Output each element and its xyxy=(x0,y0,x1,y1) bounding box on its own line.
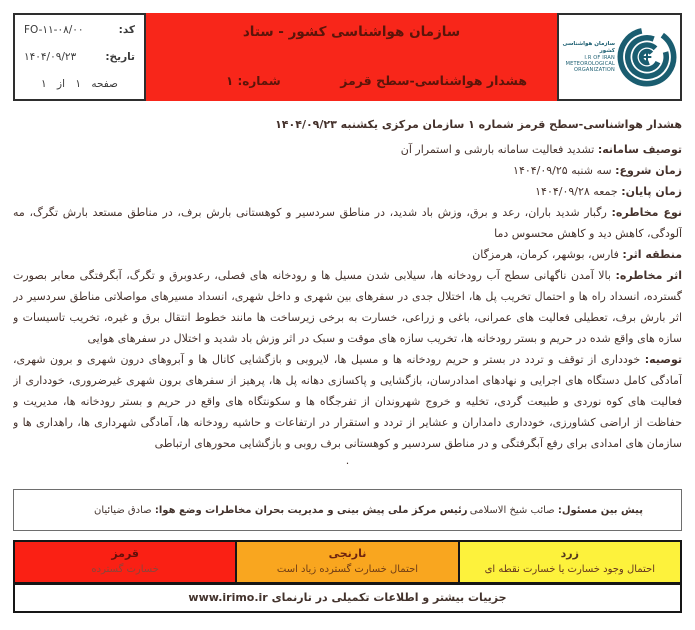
field-end-time xyxy=(13,181,682,202)
code-label: کد: xyxy=(118,24,135,36)
field-system-description-value: تشدید فعالیت سامانه بارشی و استمرار آن xyxy=(400,143,595,156)
field-recommendation-label: توصیه: xyxy=(644,353,682,366)
field-hazard-impact xyxy=(13,265,682,349)
trailing-period: . xyxy=(345,454,350,467)
field-recommendation-value: خودداری از توقف و تردد در بستر و حریم رودخانه ها و مسیل ها، لایروبی و بازگشایی کانال ها و آبروهای درون شهری و برون شهری، آمادگی کامل دستگاه های اجرایی و نهادهای امدادرسان، بازگشایی و پاکسازی دهانه پل ها، پرهیز از سفرهای برون شهری غیرضروری، خودداری از فعالیت های کوه نوردی و طبیعت گردی، تخلیه و خروج شهروندان از تفرجگاه ها و سکونتگاه های واقع در حریم و بستر رودخانه ها، مدیریت و حفاظت از اراضی کشاورزی، خودداری دامداران و عشایر از تردد و استقرار در ارتفاعات و حاشیه رودخانه ها، آمادگی شهرداری ها، راهداری ها و سازمان های امدادی برای رفع آبگرفتگی و در مناطق سردسیر و کوهستانی برف روبی و بازگشایی محورهای ارتباطی xyxy=(13,353,682,450)
warning-headline: هشدار هواشناسی-سطح قرمز شماره ۱ سازمان مرکزی یکشنبه ۱۴۰۴/۰۹/۲۳ xyxy=(275,118,682,131)
date-value: ۱۴۰۴/۰۹/۲۳ xyxy=(24,51,77,63)
warning-level-title: هشدار هواشناسی-سطح قرمز xyxy=(340,73,527,88)
forecaster-label: پیش بین مسئول: xyxy=(557,504,643,516)
warning-title-banner xyxy=(146,13,557,101)
legend-red xyxy=(13,540,237,584)
field-affected-region-value: فارس، بوشهر، کرمان، هرمزگان xyxy=(472,248,619,261)
organization-title: سازمان هواشناسی کشور - ستاد xyxy=(242,24,461,40)
organization-logo-box xyxy=(557,13,682,101)
field-recommendation xyxy=(13,349,682,454)
legend-yellow xyxy=(460,540,682,584)
organization-logo-text xyxy=(561,41,615,74)
date-label: تاریخ: xyxy=(105,51,135,63)
legend-yellow-title: زرد xyxy=(560,547,579,560)
warning-level-legend xyxy=(13,540,682,584)
warning-body xyxy=(13,101,682,489)
field-hazard-impact-label: اثر مخاطره: xyxy=(615,269,682,282)
field-end-time-label: زمان پایان: xyxy=(621,185,682,198)
code-value: FO-۱۱-۰۸/۰۰ xyxy=(24,24,84,36)
cyclone-spiral-logo-icon xyxy=(616,26,678,88)
field-start-time xyxy=(13,160,682,181)
warning-number: شماره: ۱ xyxy=(226,74,281,88)
logo-persian-name: سازمان هواشناسی کشور xyxy=(562,40,615,54)
legend-orange-description: احتمال خسارت گسترده زیاد است xyxy=(276,564,419,575)
logo-english-line3: ORGANIZATION xyxy=(574,67,615,73)
field-affected-region-label: منطقه اثر: xyxy=(622,248,682,261)
signature-box xyxy=(13,489,682,531)
document-header xyxy=(13,13,682,101)
page-number: صفحه ۱ از ۱ xyxy=(41,78,118,90)
document-info-box xyxy=(13,13,146,101)
director-signature xyxy=(94,505,468,516)
field-end-time-value: جمعه ۱۴۰۴/۰۹/۲۸ xyxy=(535,185,618,198)
logo-english-line1: I.R OF IRAN xyxy=(584,54,615,61)
field-system-description xyxy=(13,139,682,160)
code-row xyxy=(24,24,135,36)
legend-red-title: قرمز xyxy=(111,547,140,560)
forecaster-name: صائب شیخ الاسلامی xyxy=(469,504,555,516)
logo-english-line2: METEOROLOGICAL xyxy=(565,60,615,67)
legend-red-description: خسارت گسترده xyxy=(91,564,159,575)
legend-yellow-description: احتمال وجود خسارت یا خسارت نقطه ای xyxy=(484,564,656,575)
field-start-time-label: زمان شروع: xyxy=(615,164,682,177)
field-start-time-value: سه شنبه ۱۴۰۴/۰۹/۲۵ xyxy=(513,164,612,177)
field-hazard-type-value: رگبار شدید باران، رعد و برق، وزش باد شدید، در مناطق سردسیر و کوهستانی بارش برف، در مناطق مستعد بارش تگرگ، مه آلودگی، کاهش دید و کاهش محسوس دما xyxy=(13,206,682,240)
field-affected-region xyxy=(13,244,682,265)
date-row xyxy=(24,51,135,63)
field-hazard-type xyxy=(13,202,682,244)
forecaster-signature xyxy=(470,505,643,516)
field-system-description-label: توصیف سامانه: xyxy=(597,143,682,156)
legend-orange xyxy=(237,540,459,584)
director-label: رئیس مرکز ملی پیش بینی و مدیریت بحران مخاطرات وضع هوا: xyxy=(154,504,468,516)
field-hazard-impact-value: بالا آمدن ناگهانی سطح آب رودخانه ها، سیلابی شدن مسیل ها و رودخانه های فصلی، رعدوبرق و تگرگ، آبگرفتگی معابر بصورت گسترده، انسداد راه ها و احتمال تخریب پل ها، اختلال جدی در سفرهای بین شهری و داخل شهری، انسداد مسیرهای مواصلاتی مناطق سردسیر در اثر بارش برف، تعطیلی فعالیت های عمرانی، باغی و زراعی، خسارت به برخی زیرساخت ها مانند خطوط انتقال برق و غیره، تخریب تاسیسات و سازه های واقع شده در حریم و بستر رودخانه ها، تخریب سازه های موقت و سبک در اثر وزش باد شدید و اختلال در سفرهای هوایی xyxy=(13,269,682,345)
footer-website-note: جزییات بیشتر و اطلاعات تکمیلی در تارنمای www.irimo.ir xyxy=(13,584,682,613)
legend-orange-title: نارنجی xyxy=(328,547,367,560)
field-hazard-type-label: نوع مخاطره: xyxy=(611,206,682,219)
director-name: صادق ضیائیان xyxy=(94,504,152,516)
